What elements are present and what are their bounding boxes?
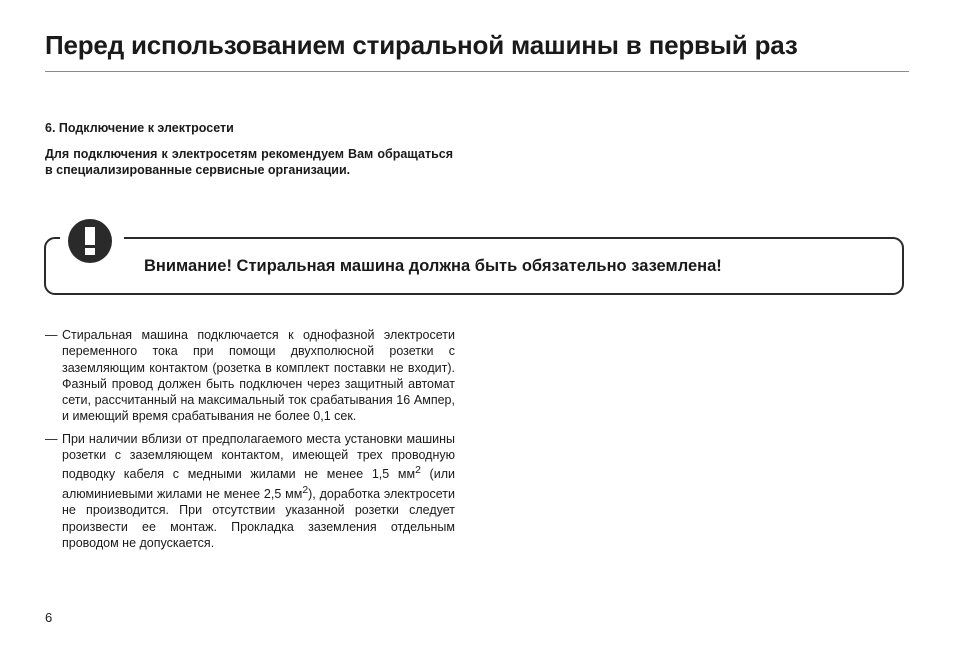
bullet-text: Стиральная машина подключается к однофазной электросети переменного тока при помощи двухполюсной розетки с заземляющим контактом (розетка в комплект поставки не входит). Фазный провод должен быть подключен через защитный автомат сети, рассчитанный на максимальный ток срабатывания 16 Ампер, и имеющий время срабатывания не более 0,1 сек. [62,328,455,424]
superscript: 2 [415,465,421,477]
bullet-dash: — [45,431,58,446]
warning-icon-container [60,217,124,265]
bullet-text: (или алюминиевыми жилами не менее 2,5 мм [62,467,455,501]
exclamation-icon [68,219,112,263]
list-item [45,431,455,551]
bullet-dash: — [45,328,58,342]
bullet-text: При наличии вблизи от предполагаемого места установки машины розетки с заземляющем контактом, имеющей трех проводную подводку кабеля с медными жилами не менее 1,5 мм [62,431,455,482]
title-divider [45,71,909,72]
page-title: Перед использованием стиральной машины в первый раз [45,30,798,60]
bullet-text: ), доработка электросети не производится. При отсутствии указанной розетки следует произвести ее монтаж. Прокладка заземления отдельным проводом не допускается. [62,486,455,550]
page-number: 6 [45,610,53,625]
list-item [45,327,455,425]
bullet-list [45,327,455,557]
superscript: 2 [302,484,309,496]
section-intro: Для подключения к электросетям рекомендуем Вам обращаться в специализированные сервисные организации. [45,147,453,177]
section-heading: 6. Подключение к электросети [45,121,234,135]
warning-text: Внимание! Стиральная машина должна быть обязательно заземлена! [144,257,722,275]
